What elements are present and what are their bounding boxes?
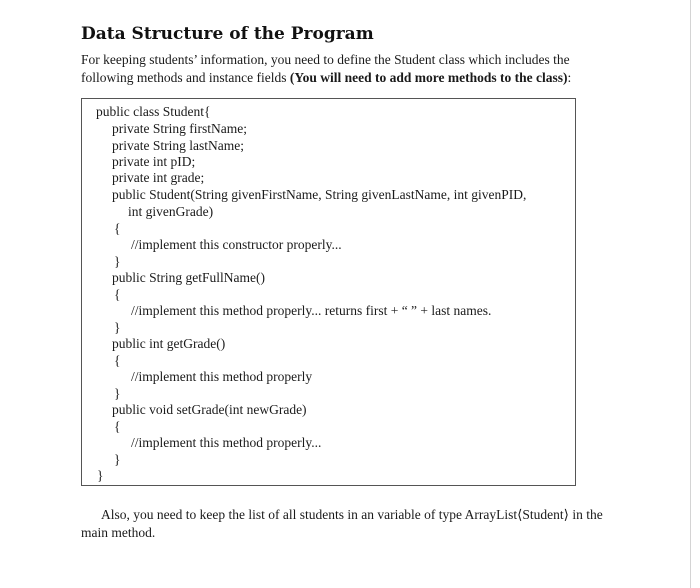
code-line-open-brace: { [114, 287, 121, 302]
outro-text: Also, you need to keep the list of all students in an variable of type ArrayList⟨Student⟩ in the main method. [81, 507, 603, 540]
code-line-field-firstname: private String firstName; [112, 121, 247, 136]
code-line-close-brace: } [114, 452, 121, 467]
code-line-comment: //implement this method properly... [131, 435, 322, 450]
code-line-comment: //implement this method properly... returns first + “ ” + last names. [131, 303, 492, 318]
intro-text: For keeping students’ information, you need to define the Student class which includes the following methods and instance fields [81, 52, 570, 85]
code-line-field-pid: private int pID; [112, 154, 196, 169]
page-edge-rule [690, 0, 691, 588]
code-line-constructor-sig-cont: int givenGrade) [128, 204, 214, 219]
code-line-open-brace: { [114, 353, 121, 368]
code-line-class-close-brace: } [97, 468, 104, 483]
code-line-close-brace: } [114, 320, 121, 335]
code-line-open-brace: { [114, 419, 121, 434]
code-line-class-decl: public class Student{ [96, 104, 211, 119]
code-line-field-grade: private int grade; [112, 170, 205, 185]
intro-text-end: : [567, 70, 572, 85]
code-line-method-getgrade: public int getGrade() [112, 336, 226, 351]
section-heading: Data Structure of the Program [81, 24, 374, 44]
code-line-close-brace: } [114, 386, 121, 401]
outro-paragraph [81, 506, 621, 542]
code-line-open-brace: { [114, 221, 121, 236]
code-line-close-brace: } [114, 254, 121, 269]
code-line-method-getfullname: public String getFullName() [112, 270, 265, 285]
code-line-method-setgrade: public void setGrade(int newGrade) [112, 402, 307, 417]
code-line-constructor-sig: public Student(String givenFirstName, String givenLastName, int givenPID, [112, 187, 527, 202]
code-line-comment: //implement this method properly [131, 369, 313, 384]
code-line-comment: //implement this constructor properly... [131, 237, 342, 252]
intro-paragraph [81, 51, 611, 87]
intro-bold-note: (You will need to add more methods to the class) [289, 70, 568, 85]
code-line-field-lastname: private String lastName; [112, 138, 244, 153]
